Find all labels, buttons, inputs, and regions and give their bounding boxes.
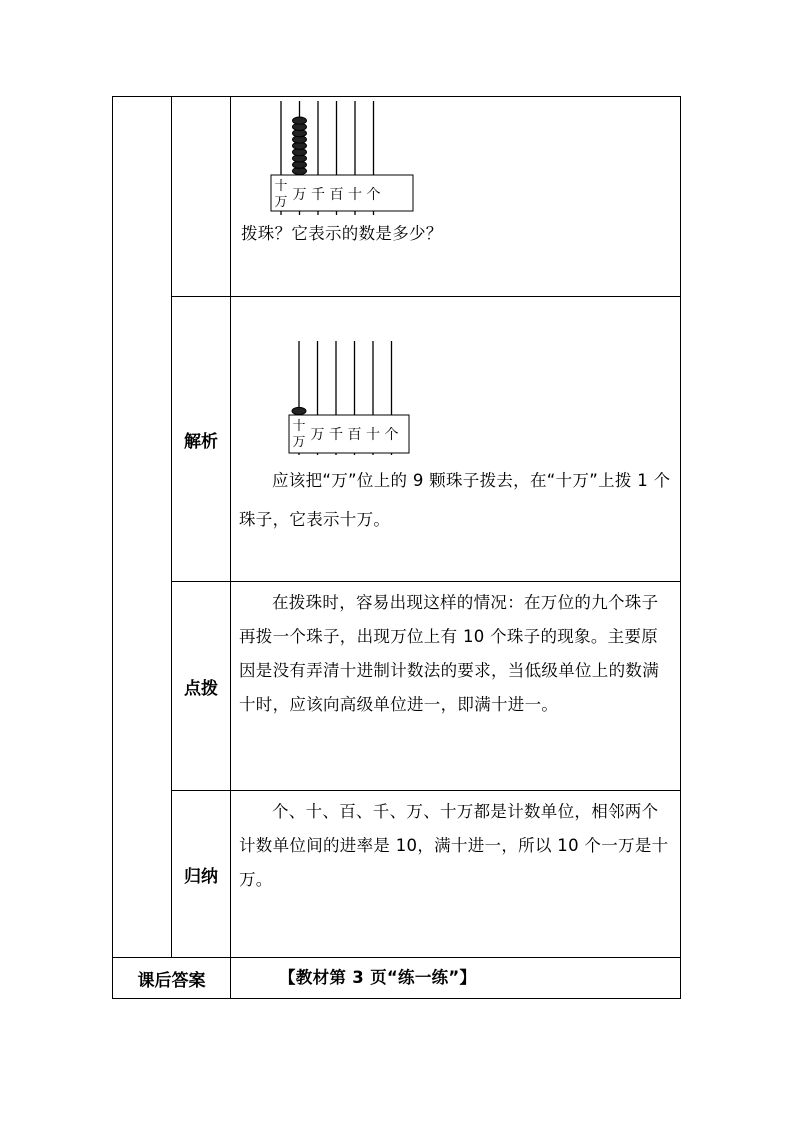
question-abacus-figure (269, 97, 419, 215)
tip-label: 点拨 (184, 678, 218, 699)
abacus-label: 万 (292, 435, 306, 450)
summary-text: 个、十、百、千、万、十万都是计数单位，相邻两个计数单位间的进率是 10，满十进一，所以 10 个一万是十万。 (239, 802, 669, 889)
answers-text: 【教材第 3 页“练一练”】 (279, 968, 477, 987)
abacus-beads (292, 407, 306, 414)
question-text: 拨珠？它表示的数是多少？ (241, 224, 443, 243)
lesson-table (112, 96, 681, 999)
abacus-label: 万 (310, 427, 325, 443)
abacus-label: 十 (292, 419, 306, 434)
abacus-label: 十 (348, 187, 362, 203)
abacus-label: 十 (366, 427, 380, 443)
abacus-bead (292, 407, 306, 414)
abacus-label: 千 (329, 427, 343, 443)
tip-cell (231, 582, 681, 790)
summary-cell (231, 791, 681, 957)
abacus-bead (293, 117, 307, 124)
question-cell (231, 97, 681, 296)
abacus-label: 十 (274, 179, 288, 194)
summary-label: 归纳 (184, 866, 218, 887)
analysis-label: 解析 (184, 431, 218, 452)
analysis-abacus-figure (287, 337, 437, 457)
abacus-label: 个 (384, 427, 399, 443)
abacus-label: 个 (366, 187, 381, 203)
analysis-cell (231, 297, 681, 581)
abacus-label: 百 (347, 427, 362, 443)
answers-label: 课后答案 (137, 970, 206, 991)
abacus-beads (293, 117, 307, 175)
analysis-text: 应该把“万”位上的 9 颗珠子拨去，在“十万”上拨 1 个珠子，它表示十万。 (239, 471, 671, 529)
abacus-label: 万 (292, 187, 307, 203)
answers-cell (231, 958, 681, 998)
tip-text: 在拨珠时，容易出现这样的情况：在万位的九个珠子再拨一个珠子，出现万位上有 10 个珠子的现象。主要原因是没有弄清十进制计数法的要求，当低级单位上的数满十时，应该向高级单位进一，即满十进一。 (239, 593, 659, 714)
abacus-label: 千 (311, 187, 325, 203)
abacus-label: 万 (274, 195, 288, 210)
abacus-label: 百 (329, 187, 344, 203)
